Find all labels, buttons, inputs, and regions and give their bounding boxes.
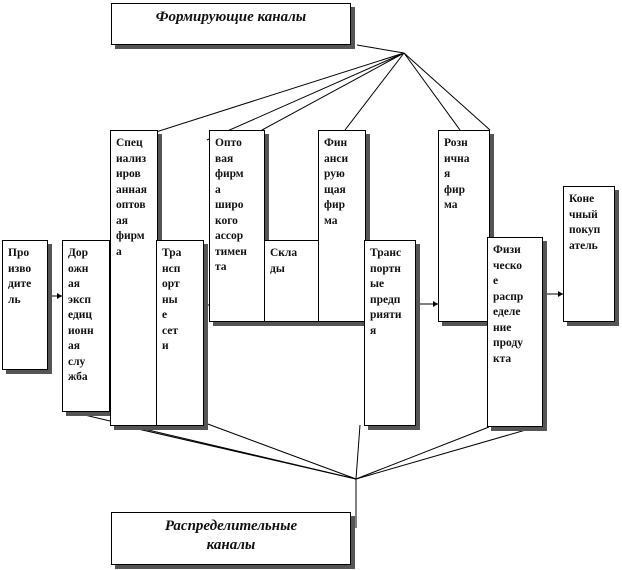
box-specialized-wholesale-firm: Спец иализ иров анная оптов ая фирм а (110, 130, 158, 426)
box-road-expedition-service: Дор ожн ая эксп едиц ионн ая слу жба (62, 240, 110, 412)
box-warehouses: Скла ды (264, 240, 320, 322)
box-wide-assortment-wholesale-firm: Опто вая фирм а широ кого ассор тимен та (209, 130, 265, 322)
box-retail-firm: Розн ична я фир ма (438, 130, 490, 322)
box-producer: Про изво дите ль (2, 240, 48, 370)
forming-channels-title: Формирующие каналы (111, 3, 351, 45)
box-transport-companies: Транс портн ые предп рияти я (364, 240, 416, 426)
box-financing-firm: Фин анси рую щая фир ма (318, 130, 366, 322)
box-transport-networks: Тра нсп орт ны е сет и (156, 240, 204, 426)
box-end-buyer: Коне чный покуп атель (563, 186, 615, 322)
box-physical-distribution: Физи ческо е распр еделе ние проду кта (487, 237, 543, 427)
distribution-channels-title: Распределительные каналы (111, 512, 351, 565)
